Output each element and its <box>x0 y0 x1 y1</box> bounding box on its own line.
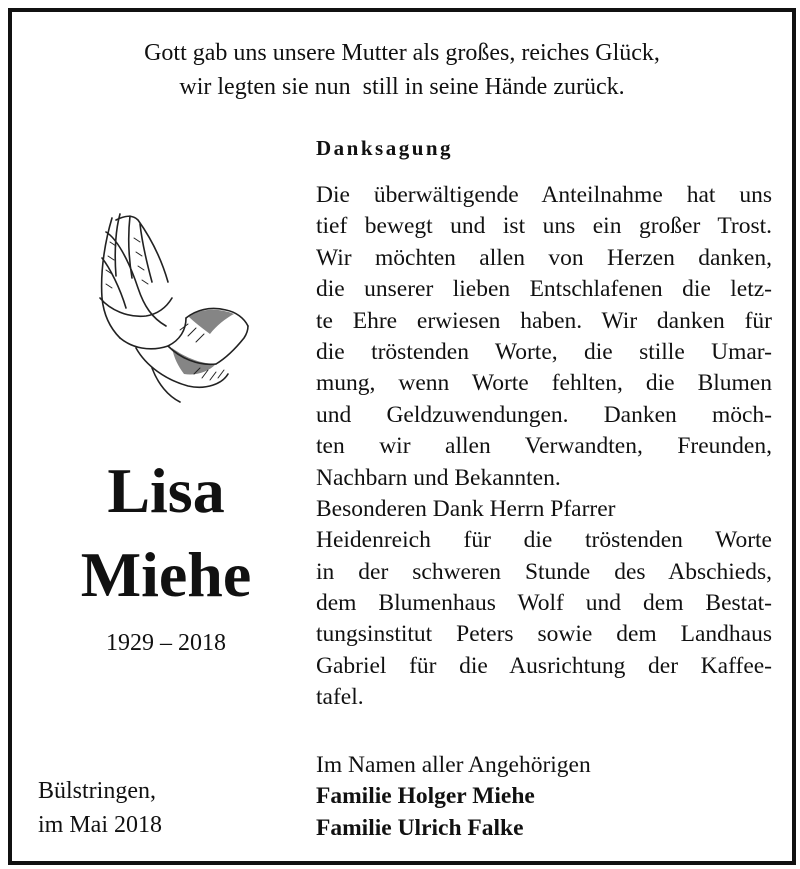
text-line: tungsinstitut Peters sowie dem Landhaus <box>316 621 772 648</box>
text-line: in der schweren Stunde des Abschieds, <box>316 558 772 585</box>
signoff-intro: Im Namen aller Angehörigen <box>316 752 591 778</box>
signoff <box>316 750 591 844</box>
verse <box>12 36 792 104</box>
text-line: Besonderen Dank Herrn Pfarrer <box>316 495 616 522</box>
verse-line-2: wir legten sie nun still in seine Hände zurück. <box>179 74 625 100</box>
thank-you-text <box>316 180 772 714</box>
text-line: Die überwältigende Anteilnahme hat uns <box>316 182 772 208</box>
heading-danksagung: Danksagung <box>316 136 454 160</box>
deceased-first-name: Lisa <box>107 455 225 526</box>
text-line: Wir möchten allen von Herzen danken, <box>316 244 772 271</box>
text-line: die tröstenden Worte, die stille Umar- <box>316 338 772 365</box>
text-line: te Ehre erwiesen haben. Wir danken für <box>316 307 772 334</box>
text-line: und Geldzuwendungen. Danken möch- <box>316 401 772 428</box>
text-line: die unserer lieben Entschlafenen die letz- <box>316 276 772 303</box>
text-line: mung, wenn Worte fehlten, die Blumen <box>316 370 772 397</box>
deceased-last-name: Miehe <box>80 539 252 610</box>
place-line: Bülstringen, <box>38 778 156 804</box>
family-name-1: Familie Holger Miehe <box>316 783 535 810</box>
text-line: dem Blumenhaus Wolf und dem Bestat- <box>316 590 772 617</box>
text-line: tief bewegt und ist uns ein großer Trost. <box>316 213 772 240</box>
life-years: 1929 – 2018 <box>106 630 226 656</box>
text-line: tafel. <box>316 684 364 711</box>
text-line: Gabriel für die Ausrichtung der Kaffee- <box>316 652 772 679</box>
text-line: Heidenreich für die tröstenden Worte <box>316 527 772 554</box>
place-date <box>38 774 162 842</box>
date-line: im Mai 2018 <box>38 812 162 838</box>
obituary-frame <box>8 8 796 865</box>
verse-line-1: Gott gab uns unsere Mutter als großes, reiches Glück, <box>144 40 660 66</box>
text-line: ten wir allen Verwandten, Freunden, <box>316 433 772 460</box>
praying-hands-icon <box>76 198 256 408</box>
text-line: Nachbarn und Bekannten. <box>316 464 561 491</box>
family-name-2: Familie Ulrich Falke <box>316 814 524 841</box>
